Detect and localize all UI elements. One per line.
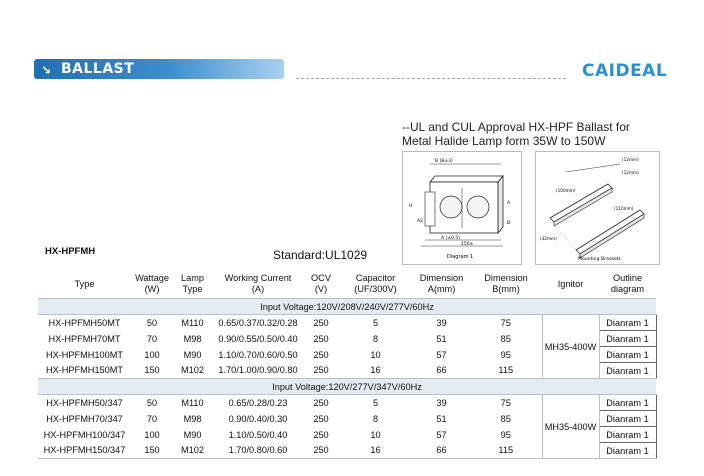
cell-type: HX-HPFMH50/347 <box>46 397 123 408</box>
cell-w: 100 <box>144 429 160 440</box>
section-header-row <box>38 379 656 395</box>
cell-b: 95 <box>500 349 511 360</box>
header-ignitor: Ignitor <box>542 270 599 299</box>
cell-cap: 8 <box>372 333 379 344</box>
cell-lamp: M98 <box>183 333 202 344</box>
cell-outline: Dianram 1 <box>599 331 656 347</box>
cell-a: 39 <box>436 397 447 408</box>
cell-ocv: 250 <box>313 429 329 440</box>
cell-b: 85 <box>500 413 511 424</box>
bracket-label-d5: (12mm) <box>622 170 639 175</box>
brackets-caption: Mounting Brackets <box>578 257 621 262</box>
header-type: Type <box>38 270 131 299</box>
header-capacitor: Capacitor (UF/300V) <box>338 270 413 299</box>
section-banner <box>34 59 284 79</box>
cell-b: 115 <box>470 443 542 459</box>
cell-a: 57 <box>436 349 447 360</box>
cell-outline: Dianram 1 <box>599 427 656 443</box>
cell-ignitor: MH35-400W <box>542 395 599 459</box>
cell-type: HX-HPFMH150MT <box>38 363 131 379</box>
bracket-label-d3: (110mm) <box>614 206 634 211</box>
bracket-label-d4: (32mm) <box>540 236 557 241</box>
description-line-2: Metal Halide Lamp form 35W to 150W <box>402 134 606 148</box>
cell-a: 51 <box>436 413 447 424</box>
cell-b: 75 <box>500 397 511 408</box>
cell-cap: 5 <box>372 317 379 328</box>
cell-current: 1.70/0.80/0.60 <box>212 443 304 459</box>
table-header-row <box>38 270 656 299</box>
model-series: HX-HPFMH <box>45 246 96 257</box>
description-line-1: --UL and CUL Approval HX-HPF Ballast for <box>402 120 630 134</box>
cell-w: 100 <box>144 349 160 360</box>
cell-lamp: M90 <box>183 429 202 440</box>
cell-w: 50 <box>146 317 158 328</box>
diagram1-label-len: 150± <box>461 242 474 247</box>
cell-type: HX-HPFMH150/347 <box>38 443 131 459</box>
cell-type: HX-HPFMH100/347 <box>43 429 126 440</box>
cell-current: 1.10/0.70/0.60/0.50 <box>218 349 298 360</box>
input-voltage-label: Input Voltage:120V/277V/347V/60Hz <box>38 379 656 395</box>
cell-current: 0.65/0.28/0.23 <box>228 397 288 408</box>
cell-cap: 16 <box>338 363 413 379</box>
bracket-label-d1: (12mm) <box>622 157 639 162</box>
cell-type: HX-HPFMH50MT <box>48 317 121 328</box>
header-lamp: Lamp Type <box>173 270 212 299</box>
cell-outline: Dianram 1 <box>599 347 656 363</box>
header-wattage: Wattage (W) <box>131 270 173 299</box>
cell-ignitor: MH35-400W <box>542 315 599 379</box>
product-description <box>402 120 630 148</box>
cell-current: 0.90/0.40/0.30 <box>228 413 288 424</box>
cell-ocv: 250 <box>313 317 329 328</box>
ballast-spec-table <box>38 270 657 459</box>
diagram1-label-b: B (B±3) <box>435 159 453 164</box>
section-header-row <box>38 299 656 315</box>
mounting-brackets-diagram <box>535 151 660 265</box>
cell-outline: Dianram 1 <box>599 411 656 427</box>
arrow-icon: ↘ <box>41 63 52 77</box>
cell-lamp: M102 <box>173 363 212 379</box>
cell-lamp: M110 <box>181 397 204 408</box>
cell-w: 50 <box>146 397 158 408</box>
header-dimension-b: Dimension B(mm) <box>470 270 542 299</box>
cell-w: 70 <box>146 333 158 344</box>
cell-w: 150 <box>131 363 173 379</box>
header-outline: Outline diagram <box>599 270 656 299</box>
diagram1-label-a: A <box>507 201 511 206</box>
cell-outline: Dianram 1 <box>599 315 656 331</box>
cell-cap: 16 <box>338 443 413 459</box>
cell-lamp: M98 <box>183 413 202 424</box>
cell-type: HX-HPFMH70/347 <box>46 413 123 424</box>
cell-outline: Dianram 1 <box>599 443 656 459</box>
cell-outline: Dianram 1 <box>599 363 656 379</box>
cell-cap: 5 <box>372 397 379 408</box>
standard-label: Standard:UL1029 <box>273 248 368 262</box>
cell-a: 51 <box>436 333 447 344</box>
cell-ocv: 250 <box>304 443 338 459</box>
table-body <box>38 299 656 459</box>
cell-current: 1.10/0.50/0.40 <box>228 429 288 440</box>
cell-ocv: 250 <box>313 333 329 344</box>
cell-b: 95 <box>500 429 511 440</box>
table-row <box>38 395 656 411</box>
diagram1-label-h: H <box>409 204 413 209</box>
cell-current: 0.65/0.37/0.32/0.28 <box>218 317 298 328</box>
cell-b: 85 <box>500 333 511 344</box>
cell-outline: Dianram 1 <box>599 395 656 411</box>
bracket-label-d2: (100mm) <box>556 188 576 193</box>
diagram1-label-a2: A2 <box>417 219 423 224</box>
cell-lamp: M90 <box>183 349 202 360</box>
diagram1-label-d: D <box>507 221 511 226</box>
diagram1-label-a-dim: A (±0.5) <box>441 236 460 241</box>
cell-b: 75 <box>500 317 511 328</box>
cell-a: 57 <box>436 429 447 440</box>
diagram-1 <box>402 151 522 265</box>
cell-ocv: 250 <box>313 397 329 408</box>
cell-current: 0.90/0.55/0.50/0.40 <box>218 333 298 344</box>
cell-w: 70 <box>146 413 158 424</box>
cell-b: 115 <box>470 363 542 379</box>
section-title: BALLAST <box>61 61 135 77</box>
cell-cap: 8 <box>372 413 379 424</box>
input-voltage-label: Input Voltage:120V/208V/240V/277V/60Hz <box>38 299 656 315</box>
cell-ocv: 250 <box>313 413 329 424</box>
header-current: Working Current (A) <box>212 270 304 299</box>
cell-lamp: M110 <box>181 317 204 328</box>
header-dimension-a: Dimension A(mm) <box>413 270 470 299</box>
cell-type: HX-HPFMH100MT <box>45 349 124 360</box>
cell-type: HX-HPFMH70MT <box>48 333 121 344</box>
brand-logo: CAIDEAL <box>582 61 668 81</box>
header-divider <box>296 78 566 79</box>
cell-ocv: 250 <box>313 349 329 360</box>
cell-a: 39 <box>436 317 447 328</box>
cell-ocv: 250 <box>304 363 338 379</box>
diagram1-caption: Diagram 1 <box>447 254 474 260</box>
cell-a: 66 <box>413 363 470 379</box>
header-ocv: OCV (V) <box>304 270 338 299</box>
table-row <box>38 315 656 331</box>
cell-w: 150 <box>131 443 173 459</box>
cell-cap: 10 <box>370 429 381 440</box>
cell-cap: 10 <box>370 349 381 360</box>
cell-a: 66 <box>413 443 470 459</box>
cell-current: 1.70/1.00/0.90/0.80 <box>212 363 304 379</box>
cell-lamp: M102 <box>173 443 212 459</box>
